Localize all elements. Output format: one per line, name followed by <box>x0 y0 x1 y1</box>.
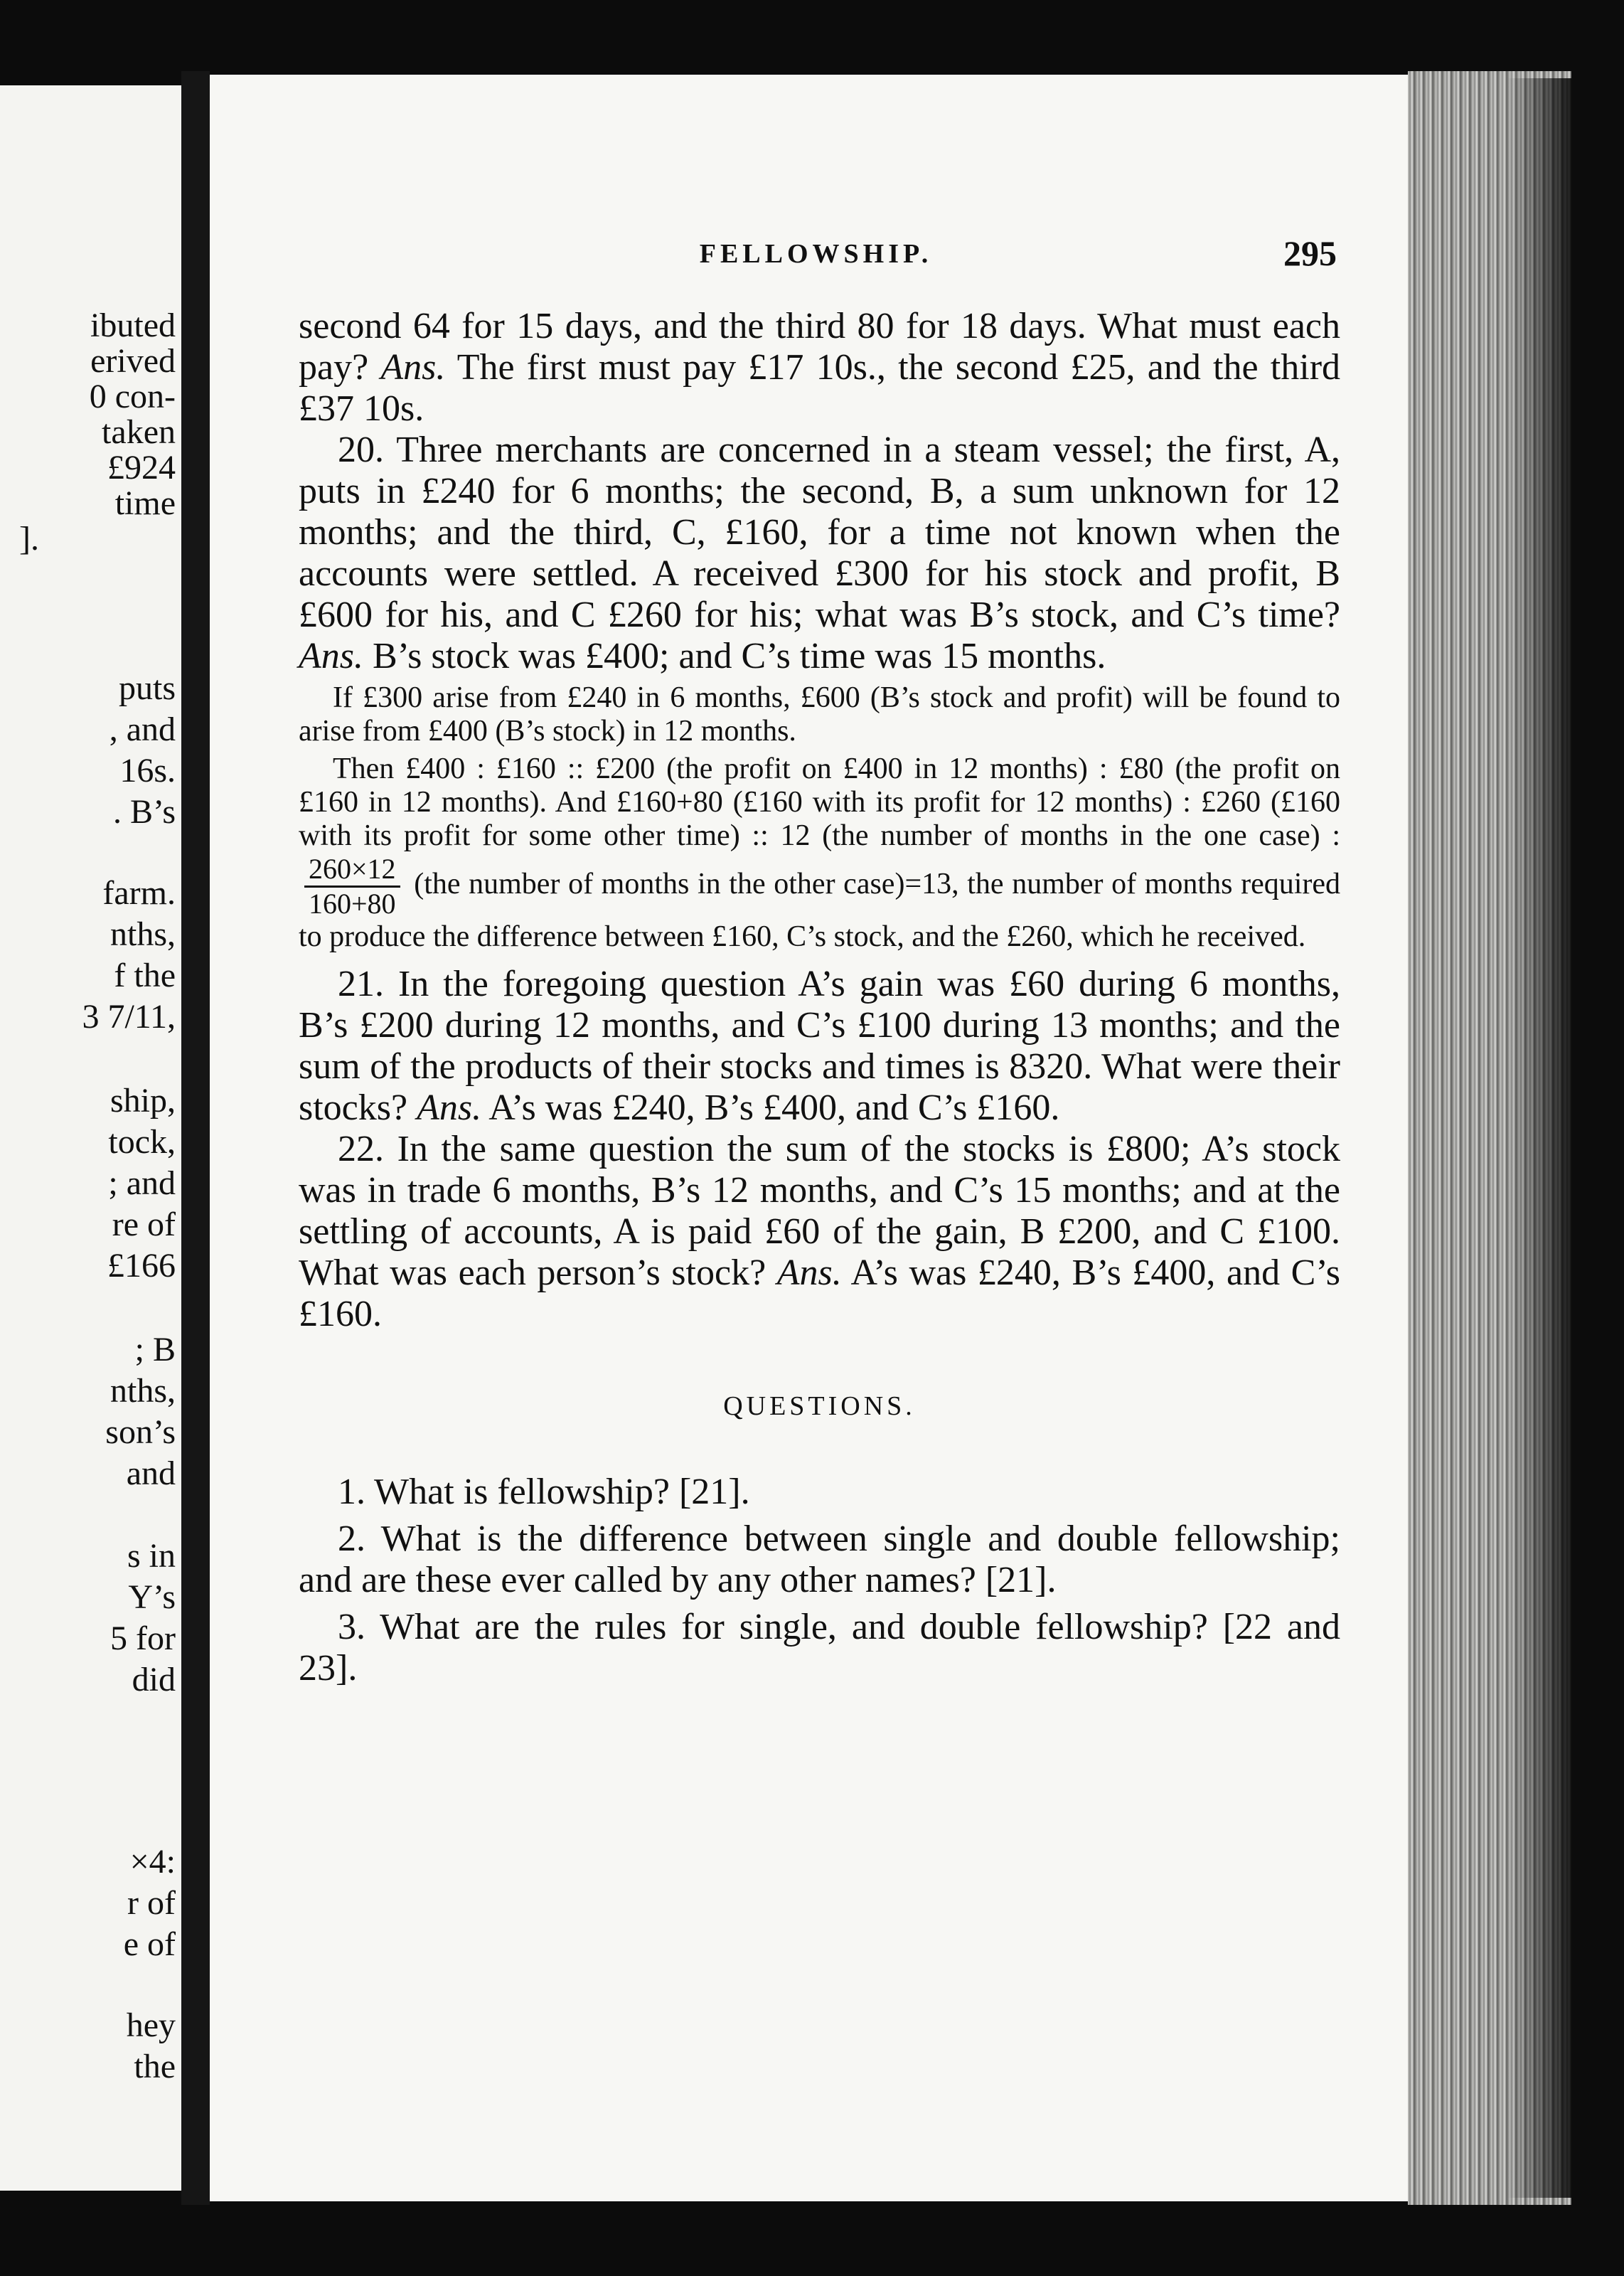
problem-22-answer: A’s was £240, B’s £400, and C’s £160. <box>299 1253 1340 1334</box>
left-fragment: ship, <box>109 1082 176 1120</box>
running-title: FELLOWSHIP. <box>699 239 933 269</box>
problem-22 <box>299 1129 1340 1335</box>
left-fragment: £166 <box>107 1247 176 1285</box>
left-fragment: r of <box>127 1884 176 1922</box>
left-fragment: taken <box>102 413 176 451</box>
left-fragment: son’s <box>105 1413 176 1451</box>
left-fragment: ×4: <box>129 1843 176 1881</box>
left-fragment: puts <box>118 669 176 707</box>
left-fragment: 3 7/11, <box>82 998 176 1036</box>
review-question: 1. What is fellowship? [21]. <box>338 1472 750 1512</box>
left-fragment: £924 <box>107 449 176 486</box>
left-fragment: the <box>134 2048 176 2085</box>
left-fragment: 0 con- <box>89 378 176 415</box>
left-fragment: . B’s <box>112 793 176 831</box>
left-fragment: ]. <box>19 520 39 558</box>
left-fragment: nths, <box>109 915 176 953</box>
problem-20-answer: B’s stock was £400; and C’s time was 15 months. <box>373 636 1106 676</box>
left-fragment: did <box>132 1661 176 1698</box>
book-page <box>210 75 1408 2201</box>
solution-note-2 <box>299 753 1340 954</box>
left-fragment: and <box>126 1455 176 1492</box>
left-fragment: ; B <box>134 1331 176 1368</box>
answer-label: Ans. <box>380 347 446 388</box>
note-2-text-before: Then £400 : £160 :: £200 (the profit on £400 in 12 months) : £80 (the profit on £160 in 12 months). And £160+80 (£160 with its profit for 12 months) : £260 (£160 with its profit for some other time) :: 12 (the number of months in the one case) : <box>299 753 1340 852</box>
left-fragment: Y’s <box>128 1578 176 1616</box>
questions-heading: QUESTIONS. <box>723 1391 916 1421</box>
left-fragment: ibuted <box>90 307 176 344</box>
left-fragment: erived <box>90 342 176 380</box>
answer-label: Ans. <box>417 1088 482 1128</box>
problem-20-text: 20. Three merchants are concerned in a steam vessel; the first, A, puts in £240 for 6 months; the second, B, a sum unknown for 12 months; and the third, C, £160, for a time not known when the accounts were settled. A received £300 for his stock and profit, B £600 for his, and C £260 for his; what was B’s stock, and C’s time? <box>299 430 1340 635</box>
left-fragment: hey <box>126 2006 176 2044</box>
left-fragment: e of <box>123 1925 176 1963</box>
left-fragment: s in <box>127 1537 176 1575</box>
page-edges-shadow <box>1507 78 1571 2198</box>
answer-label: Ans. <box>776 1253 842 1293</box>
book-gutter <box>181 71 210 2205</box>
review-question: 3. What are the rules for single, and double fellowship? [22 and 23]. <box>299 1607 1340 1689</box>
problem-20 <box>299 430 1340 677</box>
fraction-numerator: 260×12 <box>304 853 400 888</box>
left-fragment: nths, <box>109 1372 176 1410</box>
running-head <box>295 233 1337 288</box>
page-number: 295 <box>1283 233 1337 273</box>
facing-page-left <box>0 85 181 2191</box>
left-fragment: , and <box>109 711 176 748</box>
left-fragment: farm. <box>102 874 176 912</box>
left-fragment: time <box>114 484 176 522</box>
review-question: 2. What is the difference between single and double fellowship; and are these ever called by any other names? [21]. <box>299 1519 1340 1600</box>
continued-answer: The first must pay £17 10s., the second £25, and the third £37 10s. <box>299 347 1341 429</box>
fraction <box>304 853 400 920</box>
problem-21 <box>299 964 1340 1129</box>
left-fragment: re of <box>112 1206 176 1243</box>
solution-note-1: If £300 arise from £240 in 6 months, £600 (B’s stock and profit) will be found to arise from £400 (B’s stock) in 12 months. <box>299 681 1340 748</box>
continued-text: second 64 for 15 days, and the third 80 for 18 days. What must each pay? <box>299 306 1340 388</box>
answer-label: Ans. <box>299 636 363 676</box>
left-fragment: f the <box>114 957 176 994</box>
continued-problem <box>299 306 1340 430</box>
problem-21-answer: A’s was £240, B’s £400, and C’s £160. <box>488 1088 1060 1128</box>
fraction-denominator: 160+80 <box>309 888 396 920</box>
left-fragment: 5 for <box>110 1620 176 1657</box>
problem-22-text: 22. In the same question the sum of the stocks is £800; A’s stock was in trade 6 months, B’s 12 months, and C’s 15 months; and at the settling of accounts, A is paid £60 of the gain, B £200, and C £100. What was each person’s stock? <box>299 1129 1340 1293</box>
problem-21-text: 21. In the foregoing question A’s gain was £60 during 6 months, B’s £200 during 12 months, and C’s £100 during 13 months; and the sum of the products of their stocks and times is 8320. What were their stocks? <box>299 964 1340 1128</box>
left-fragment: ; and <box>108 1164 176 1202</box>
left-fragment: tock, <box>108 1123 176 1161</box>
page-body <box>299 306 1340 1689</box>
note-2-text-after: (the number of months in the other case)=13, the number of months required to produce the difference between £160, C’s stock, and the £260, which he received. <box>299 868 1341 953</box>
left-fragment: 16s. <box>119 752 176 789</box>
